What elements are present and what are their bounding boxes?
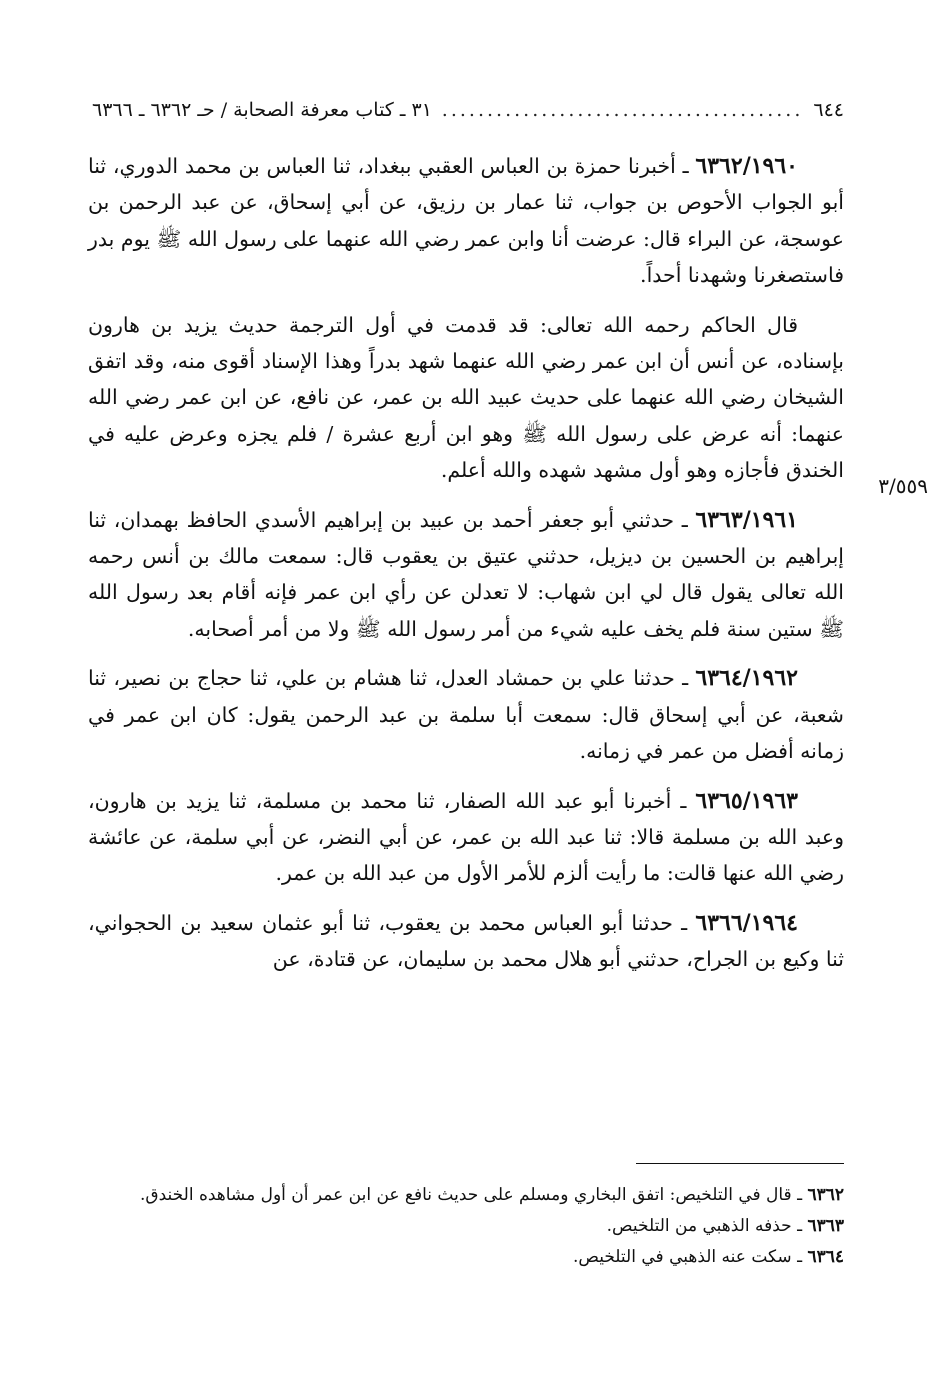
header-leader-dots bbox=[442, 99, 803, 121]
footnote-divider bbox=[636, 1163, 844, 1164]
hadith-paragraph bbox=[88, 502, 844, 648]
footnote-text: ـ سكت عنه الذهبي في التلخيص. bbox=[572, 1247, 803, 1267]
commentary-paragraph bbox=[88, 307, 844, 489]
footnote-number: ٦٣٦٣ bbox=[807, 1216, 844, 1236]
hadith-paragraph bbox=[88, 660, 844, 769]
footnote bbox=[88, 1180, 844, 1211]
hadith-paragraph bbox=[88, 783, 844, 892]
page-header bbox=[88, 96, 844, 124]
page-number: ٦٤٤ bbox=[813, 99, 844, 121]
footnote-text: ـ حذفه الذهبي من التلخيص. bbox=[606, 1216, 803, 1236]
margin-volume-page-note: ٣/٥٥٩ bbox=[878, 474, 928, 498]
main-text bbox=[88, 148, 844, 978]
hadith-text: ـ حدثني أبو جعفر أحمد بن عبيد بن إبراهيم الأسدي الحافظ بهمدان، ثنا إبراهيم بن الحسين بن ديزيل، حدثني عتيق بن يعقوب قال: سمعت مالك بن أنس رحمه الله تعالى يقول قال لي ابن شهاب: لا تعدلن عن رأي ابن عمر فإنه أقام بعد رسول الله ﷺ ستين سنة فلم يخف عليه شيء من أمر رسول الله ﷺ ولا من أمر أصحابه. bbox=[88, 507, 844, 641]
hadith-text: ـ حدثنا علي بن حمشاد العدل، ثنا هشام بن علي، ثنا حجاج بن نصير، ثنا شعبة، عن أبي إسحاق قال: سمعت أبا سلمة بن عبد الرحمن يقول: كان ابن عمر في زمانه أفضل من عمر في زمانه. bbox=[88, 666, 844, 764]
footnote bbox=[88, 1242, 844, 1273]
hadith-number: ٦٣٦٦/١٩٦٤ bbox=[695, 909, 798, 936]
hadith-paragraph bbox=[88, 148, 844, 294]
hadith-number: ٦٣٦٣/١٩٦١ bbox=[695, 506, 798, 533]
footnote-number: ٦٣٦٤ bbox=[807, 1247, 844, 1267]
hadith-number: ٦٣٦٥/١٩٦٣ bbox=[695, 787, 798, 814]
hadith-number: ٦٣٦٤/١٩٦٢ bbox=[695, 665, 798, 692]
hadith-text: ـ حدثنا أبو العباس محمد بن يعقوب، ثنا أبو عثمان سعيد بن الحجواني، ثنا وكيع بن الجراح، حدثني أبو هلال محمد بن سليمان، عن قتادة، عن bbox=[88, 910, 844, 972]
footnote bbox=[88, 1211, 844, 1242]
footnote-text: ـ قال في التلخيص: اتفق البخاري ومسلم على حديث نافع عن ابن عمر أن أول مشاهده الخندق. bbox=[140, 1185, 803, 1205]
footnotes bbox=[88, 1180, 844, 1273]
footnote-number: ٦٣٦٢ bbox=[807, 1185, 844, 1205]
hadith-paragraph bbox=[88, 905, 844, 978]
hadith-number: ٦٣٦٢/١٩٦٠ bbox=[695, 153, 798, 179]
hadith-text: ـ أخبرنا أبو عبد الله الصفار، ثنا محمد بن مسلمة، ثنا يزيد بن هارون، وعبد الله بن مسلمة قالا: ثنا عبد الله بن عمر، عن أبي النضر، عن أبي سلمة، عن عائشة رضي الله عنها قالت: ما رأيت ألزم للأمر الأول من عبد الله بن عمر. bbox=[88, 788, 844, 886]
running-title: ٣١ ـ كتاب معرفة الصحابة / حـ ٦٣٦٢ ـ ٦٣٦٦ bbox=[92, 99, 432, 121]
hadith-text: ـ أخبرنا حمزة بن العباس العقبي ببغداد، ثنا العباس بن محمد الدوري، ثنا أبو الجواب الأحوص بن جواب، ثنا عمار بن رزيق، عن أبي إسحاق، عن عبد الرحمن بن عوسجة، عن البراء قال: عرضت أنا وابن عمر رضي الله عنهما على رسول الله ﷺ يوم بدر فاستصغرنا وشهدنا أحداً. bbox=[88, 154, 844, 288]
commentary-text: قال الحاكم رحمه الله تعالى: قد قدمت في أول الترجمة حديث يزيد بن هارون بإسناده، عن أنس أن ابن عمر رضي الله عنهما شهد بدراً وهذا الإسناد أقوى منه، وقد اتفق الشيخان رضي الله عنهما على حديث عبيد الله بن عمر، عن نافع، عن ابن عمر رضي الله عنهما: أنه عرض على رسول الله ﷺ وهو ابن أربع عشرة / فلم يجزه وعرض عليه في الخندق فأجازه وهو أول مشهد شهده والله أعلم. bbox=[88, 312, 844, 483]
